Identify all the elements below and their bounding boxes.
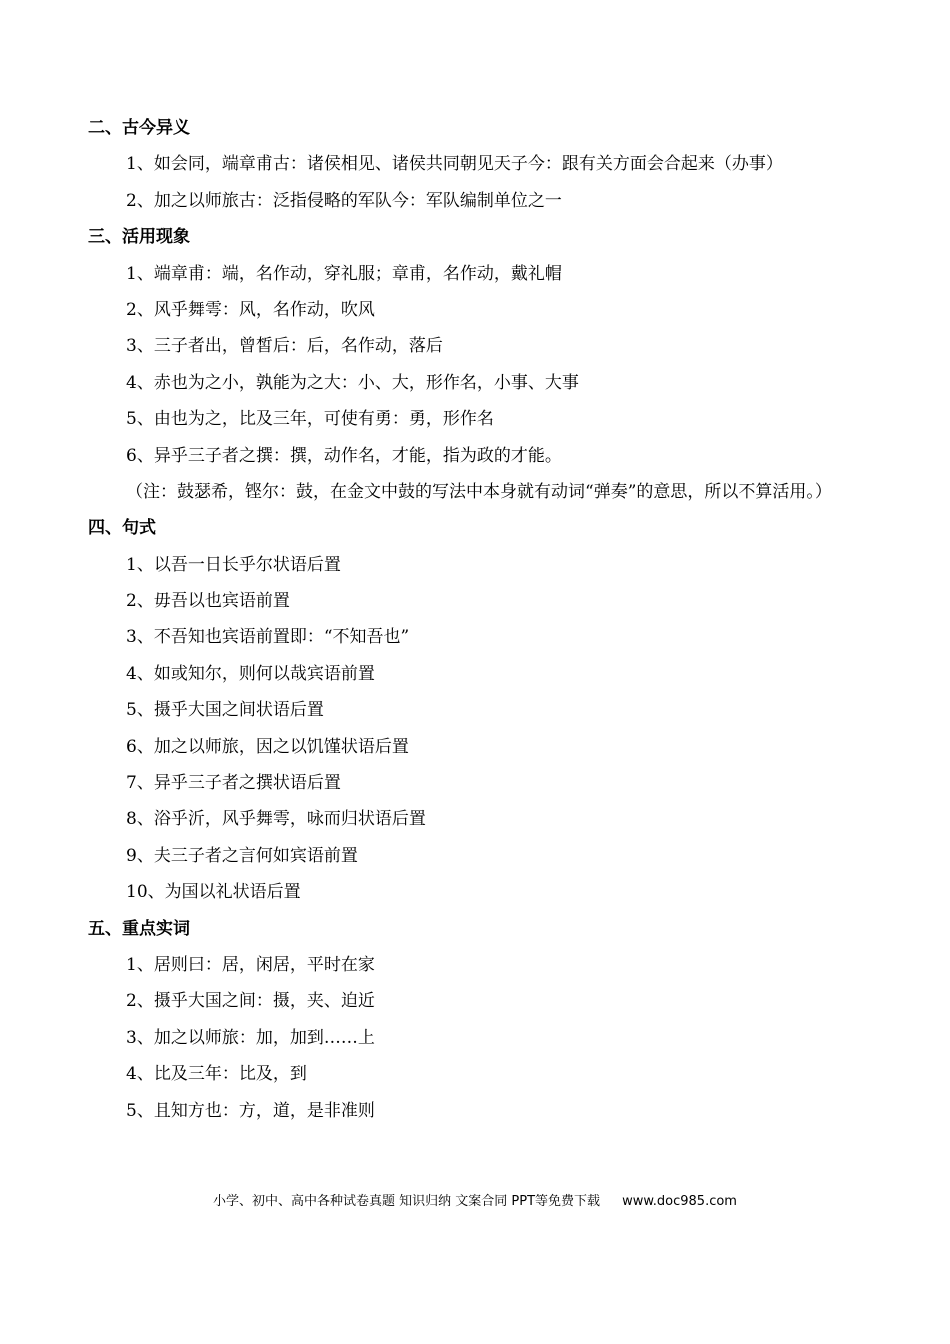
list-item: 9、夫三子者之言何如宾语前置	[126, 845, 358, 866]
list-item: 5、摄乎大国之间状语后置	[126, 700, 324, 721]
list-item: 8、浴乎沂，风乎舞雩，咏而归状语后置	[126, 809, 426, 830]
list-item: 4、如或知尔，则何以哉宾语前置	[126, 663, 375, 684]
list-item: 2、毋吾以也宾语前置	[126, 591, 290, 612]
list-item: 6、加之以师旅，因之以饥馑状语后置	[126, 736, 409, 757]
list-item: 5、且知方也：方，道，是非准则	[126, 1100, 375, 1121]
page-footer	[0, 1190, 950, 1209]
list-item: 5、由也为之，比及三年，可使有勇：勇，形作名	[126, 409, 494, 430]
document-body	[88, 110, 858, 1129]
list-item: 6、异乎三子者之撰：撰，动作名，才能，指为政的才能。	[126, 445, 562, 466]
list-item: 1、居则曰：居，闲居，平时在家	[126, 955, 375, 975]
list-item: 4、赤也为之小，孰能为之大：小、大，形作名，小事、大事	[126, 372, 579, 393]
footer-text: 小学、初中、高中各种试卷真题 知识归纳 文案合同 PPT等免费下载	[213, 1194, 601, 1209]
list-item: 1、以吾一日长乎尔状语后置	[126, 554, 341, 575]
list-item: 3、加之以师旅：加，加到……上	[126, 1027, 375, 1048]
section-heading-gujin-yiyi: 二、古今异义	[88, 118, 190, 138]
list-item: 2、摄乎大国之间：摄，夹、迫近	[126, 991, 375, 1012]
list-item: 1、如会同，端章甫古：诸侯相见、诸侯共同朝见天子今：跟有关方面会合起来（办事）	[126, 154, 783, 175]
section-note: （注：鼓瑟希，铿尔：鼓，在金文中鼓的写法中本身就有动词“弹奏”的意思，所以不算活用。）	[126, 481, 832, 502]
list-item: 7、异乎三子者之撰状语后置	[126, 773, 341, 794]
list-item: 4、比及三年：比及，到	[126, 1064, 307, 1085]
list-item: 3、不吾知也宾语前置即：“不知吾也”	[126, 627, 410, 648]
list-item: 3、三子者出，曾皙后：后，名作动，落后	[126, 336, 443, 357]
section-heading-jushi: 四、句式	[88, 518, 156, 539]
list-item: 2、风乎舞雩：风，名作动，吹风	[126, 299, 375, 320]
section-heading-zhongdian-shici: 五、重点实词	[88, 918, 190, 939]
list-item: 1、端章甫：端，名作动，穿礼服；章甫，名作动，戴礼帽	[126, 263, 562, 284]
list-item: 2、加之以师旅古：泛指侵略的军队今：军队编制单位之一	[126, 190, 562, 211]
footer-site-link[interactable]: www.doc985.com	[622, 1194, 737, 1209]
section-heading-huoyong-xianxiang: 三、活用现象	[88, 227, 190, 248]
list-item: 10、为国以礼状语后置	[126, 882, 301, 903]
